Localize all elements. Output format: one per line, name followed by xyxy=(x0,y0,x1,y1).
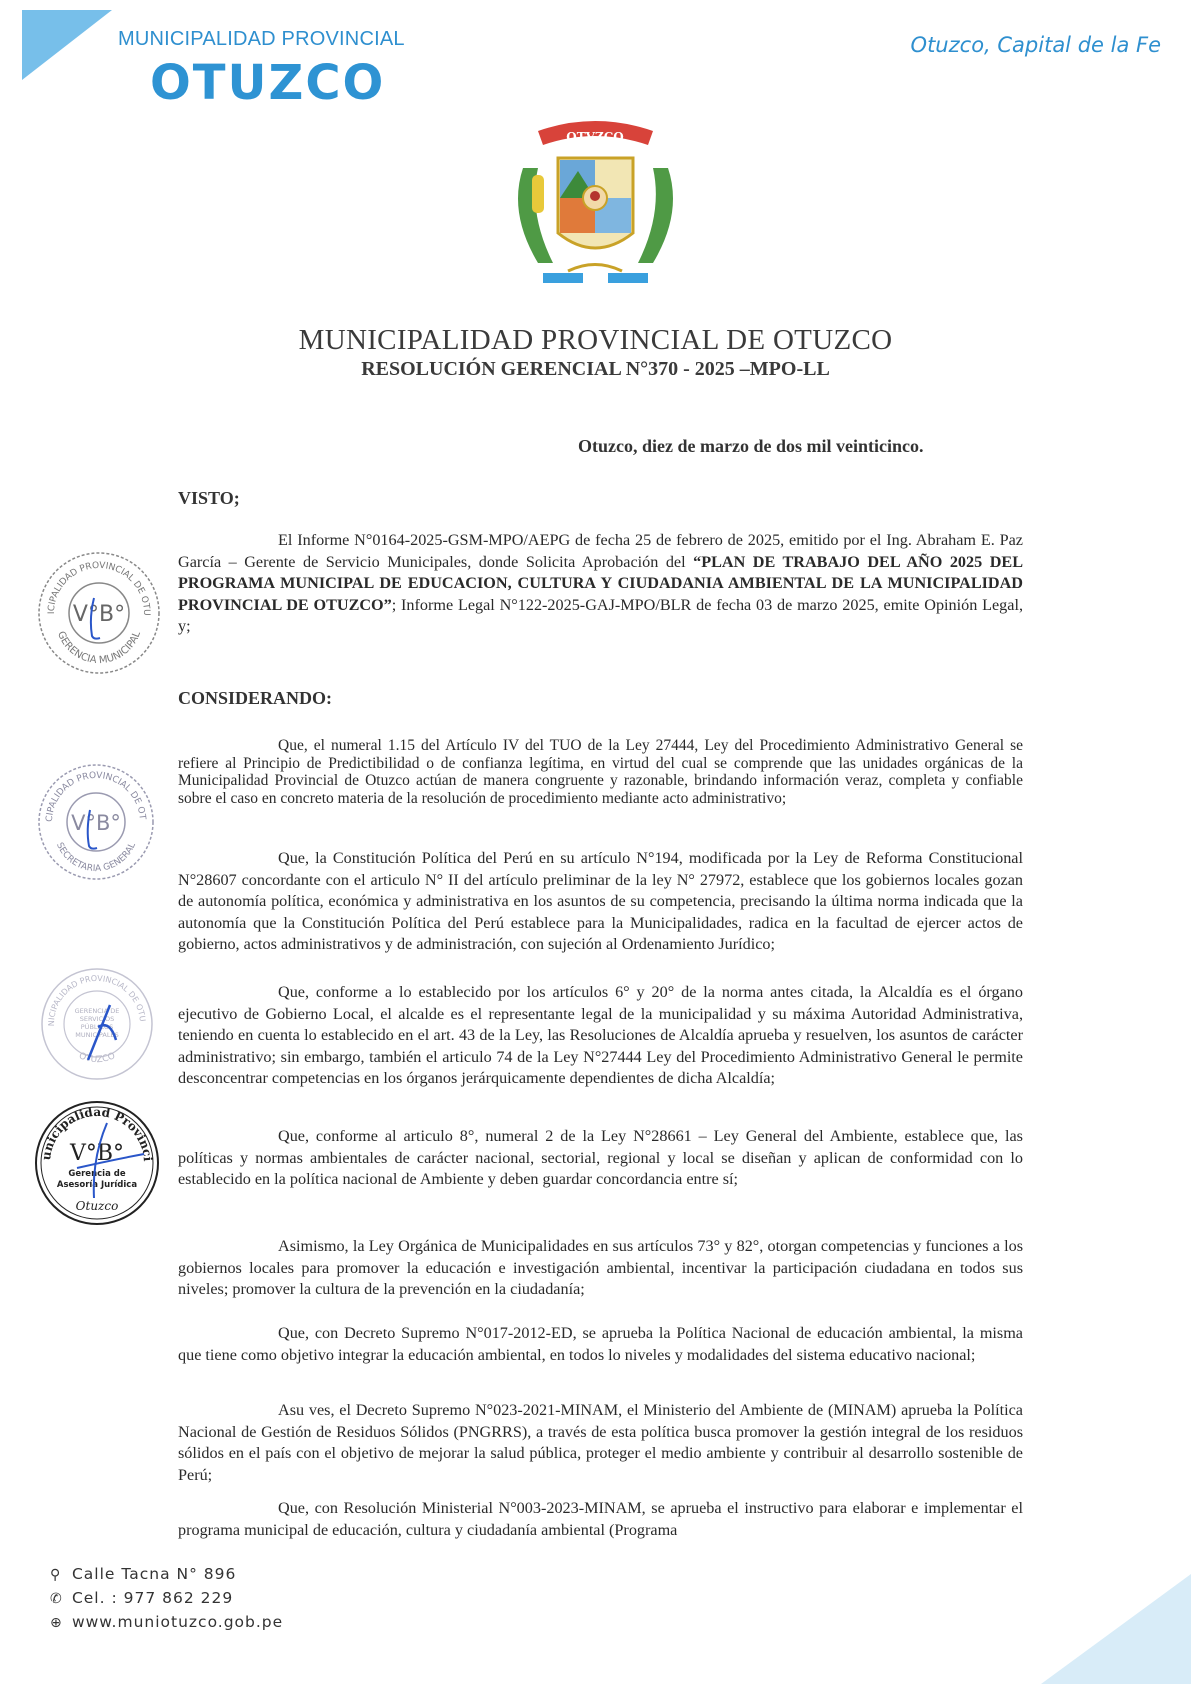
stamp-bottom-text: OTUZCO xyxy=(77,1051,117,1066)
considerando-text: Que, conforme a lo establecido por los artículos 6° y 20° de la norma antes citada, la Alcaldía es el órgano ejecutivo de Gobierno Local, el alcalde es el representante legal de la municipalidad y su máxima Autoridad Administrativa, teniendo en cuenta lo establecido en el art. 43 de la Ley, las Resoluciones de Alcaldía aprueba y resuelven, los asuntos de carácter administrativo; sin embargo, también el articulo 74 de la Ley N°27444 Ley del Procedimiento Administrativo General le permite desconcentrar competencias en los órganos jerárquicamente dependientes de dicha Alcaldía; xyxy=(178,983,1023,1087)
location-pin-icon: ⚲ xyxy=(50,1567,62,1583)
footer-phone: ✆ Cel. : 977 862 229 xyxy=(50,1587,283,1611)
stamp-sub-text: Asesoría Jurídica xyxy=(56,1180,138,1190)
considerando-paragraph xyxy=(178,1498,1023,1541)
considerando-text: Asu ves, el Decreto Supremo N°023-2021-MINAM, el Ministerio del Ambiente de (MINAM) aprueba la Política Nacional de Gestión de Residuos Sólidos (PNGRRS), a través de esta política busca promover la gestión integral de los residuos sólidos en el país con el objetivo de mejorar la salud pública, proteger el medio ambiente y contribuir al desarrollo sostenible de Perú; xyxy=(178,1401,1023,1484)
letterhead-name: OTUZCO xyxy=(150,55,386,111)
considerando-text: Asimismo, la Ley Orgánica de Municipalidades en sus artículos 73° y 82°, otorgan competencias y funciones a los gobiernos locales para promover la educación e investigación ambiental, incentivar la participación ciudadana en todos sus niveles; promover la cultura de la prevención en la ciudadanía; xyxy=(178,1237,1023,1298)
visto-text-post: ; Informe Legal N°122-2025-GAJ-MPO/BLR de fecha 03 de marzo 2025, emite Opinión Legal, y; xyxy=(178,595,1023,635)
crest-banner-text: OTVZCO xyxy=(566,130,624,144)
resolution-number: RESOLUCIÓN GERENCIAL N°370 - 2025 –MPO-LL xyxy=(361,358,830,380)
stamp-center-text: V°B° xyxy=(69,1141,125,1166)
stamp-center-text: V°B° xyxy=(71,811,121,835)
considerando-text: Que, conforme al articulo 8°, numeral 2 de la Ley N°28661 – Ley General del Ambiente, establece que, las políticas y normas ambientales de carácter nacional, sectorial, regional y local se diseñan y aplican de conformidad con lo establecido en la política nacional de Ambiente y deben guardar concordancia entre sí; xyxy=(178,1127,1023,1188)
svg-text:SECRETARIA GENERAL xyxy=(54,841,138,874)
visto-paragraph xyxy=(178,530,1023,638)
considerando-text: Que, la Constitución Política del Perú en su artículo N°194, modificada por la Ley de Reforma Constitucional N°28607 concordante con el articulo N° II del artículo preliminar de la ley N° 27972, establece que los gobiernos locales gozan de autonomía política, económica y administrativa en los asuntos de su competencia, precisando la última norma indicada que la autonomía que la Constitución Política del Perú establece para la Municipalidades, radica en la facultad de ejercer actos de gobierno, actos administrativos y de administración, con sujeción al Ordenamiento Jurídico; xyxy=(178,849,1023,953)
stamp-sub-text: Gerencia de xyxy=(68,1169,126,1179)
entity-title: MUNICIPALIDAD PROVINCIAL DE OTUZCO xyxy=(298,324,893,356)
stamp-top-text: NICIPALIDAD PROVINCIAL DE OTU xyxy=(46,973,147,1027)
stamp-center-text: V°B° xyxy=(72,602,126,627)
header-corner-decoration xyxy=(22,10,112,80)
considerando-paragraph xyxy=(178,982,1023,1090)
footer-website[interactable]: ⊕ www.muniotuzco.gob.pe xyxy=(50,1611,283,1635)
coat-of-arms-icon xyxy=(498,113,693,288)
date-line: Otuzco, diez de marzo de dos mil veinticinco. xyxy=(578,436,924,456)
considerando-paragraph xyxy=(178,1400,1023,1486)
considerando-paragraph xyxy=(178,1236,1023,1301)
considerando-text: Que, con Decreto Supremo N°017-2012-ED, se aprueba la Política Nacional de educación ambiental, la misma que tiene como objetivo integrar la educación ambiental, en todos lo niveles y modalidades del sistema educativo nacional; xyxy=(178,1324,1023,1364)
stamp-bottom-text: SECRETARIA GENERAL xyxy=(54,841,138,875)
considerando-paragraph xyxy=(178,1323,1023,1366)
considerando-text: Que, con Resolución Ministerial N°003-2023-MINAM, se aprueba el instructivo para elaborar e implementar el programa municipal de educación, cultura y ciudadanía ambiental (Programa xyxy=(178,1499,1023,1539)
phone-icon: ✆ xyxy=(50,1591,63,1607)
stamp-top-text: unicipalidad Provinci xyxy=(38,1104,155,1162)
considerando-text: Que, el numeral 1.15 del Artículo IV del TUO de la Ley 27444, Ley del Procedimiento Administrativo General se refiere al Principio de Predictibilidad o de confianza legítima, en virtud del cual se comprende que las unidades orgánicas de la Municipalidad Provincial de Otuzco actúan de manera congruente y razonable, brindando información veraz, completa y confiable sobre el caso en concreto materia de la resolución de procedimiento mediante acto administrativo; xyxy=(178,737,1023,807)
letterhead-slogan: Otuzco, Capital de la Fe xyxy=(910,33,1161,57)
stamp-bottom-text: Otuzco xyxy=(75,1199,119,1213)
stamp-asesoria-juridica xyxy=(32,1098,162,1228)
footer-contact xyxy=(50,1563,283,1635)
svg-text:GERENCIA MUNICIPAL xyxy=(55,630,143,667)
stamp-top-text: ICIPALIDAD PROVINCIAL DE OTU xyxy=(46,560,152,616)
considerando-paragraph xyxy=(178,848,1023,956)
stamp-secretaria-general xyxy=(34,760,159,885)
visto-text-pre: El Informe N°0164-2025-GSM-MPO/AEPG de fecha 25 de febrero de 2025, emitido por el Ing. Abraham E. Paz García – Gerente de Servicio Municipales, donde Solicita Aprobación del xyxy=(178,531,1023,571)
stamp-bottom-text: GERENCIA MUNICIPAL xyxy=(55,629,143,667)
footer-address: ⚲ Calle Tacna N° 896 xyxy=(50,1563,283,1587)
letterhead-subtitle: MUNICIPALIDAD PROVINCIAL xyxy=(118,28,405,50)
considerando-paragraph xyxy=(178,737,1023,807)
stamp-servicios-municipales xyxy=(38,965,156,1083)
considerando-paragraph xyxy=(178,1126,1023,1191)
svg-text:OTUZCO xyxy=(77,1051,117,1065)
stamp-top-text: CIPALIDAD PROVINCIAL DE OT xyxy=(44,770,147,823)
stamp-center-text: GERENCIA DE SERVICIOS PÚBLICOS MUNICIPALES xyxy=(74,1007,120,1039)
footer-corner-decoration xyxy=(1041,1574,1191,1684)
visto-heading: VISTO; xyxy=(178,488,240,508)
stamp-gerencia-municipal xyxy=(34,548,164,678)
globe-icon: ⊕ xyxy=(50,1615,63,1631)
considerando-heading: CONSIDERANDO: xyxy=(178,688,333,708)
visto-plan-title: “PLAN DE TRABAJO DEL AÑO 2025 DEL PROGRAMA MUNICIPAL DE EDUCACION, CULTURA Y CIUDADANIA AMBIENTAL DE LA MUNICIPALIDAD PROVINCIAL DE OTUZCO” xyxy=(178,552,1023,614)
